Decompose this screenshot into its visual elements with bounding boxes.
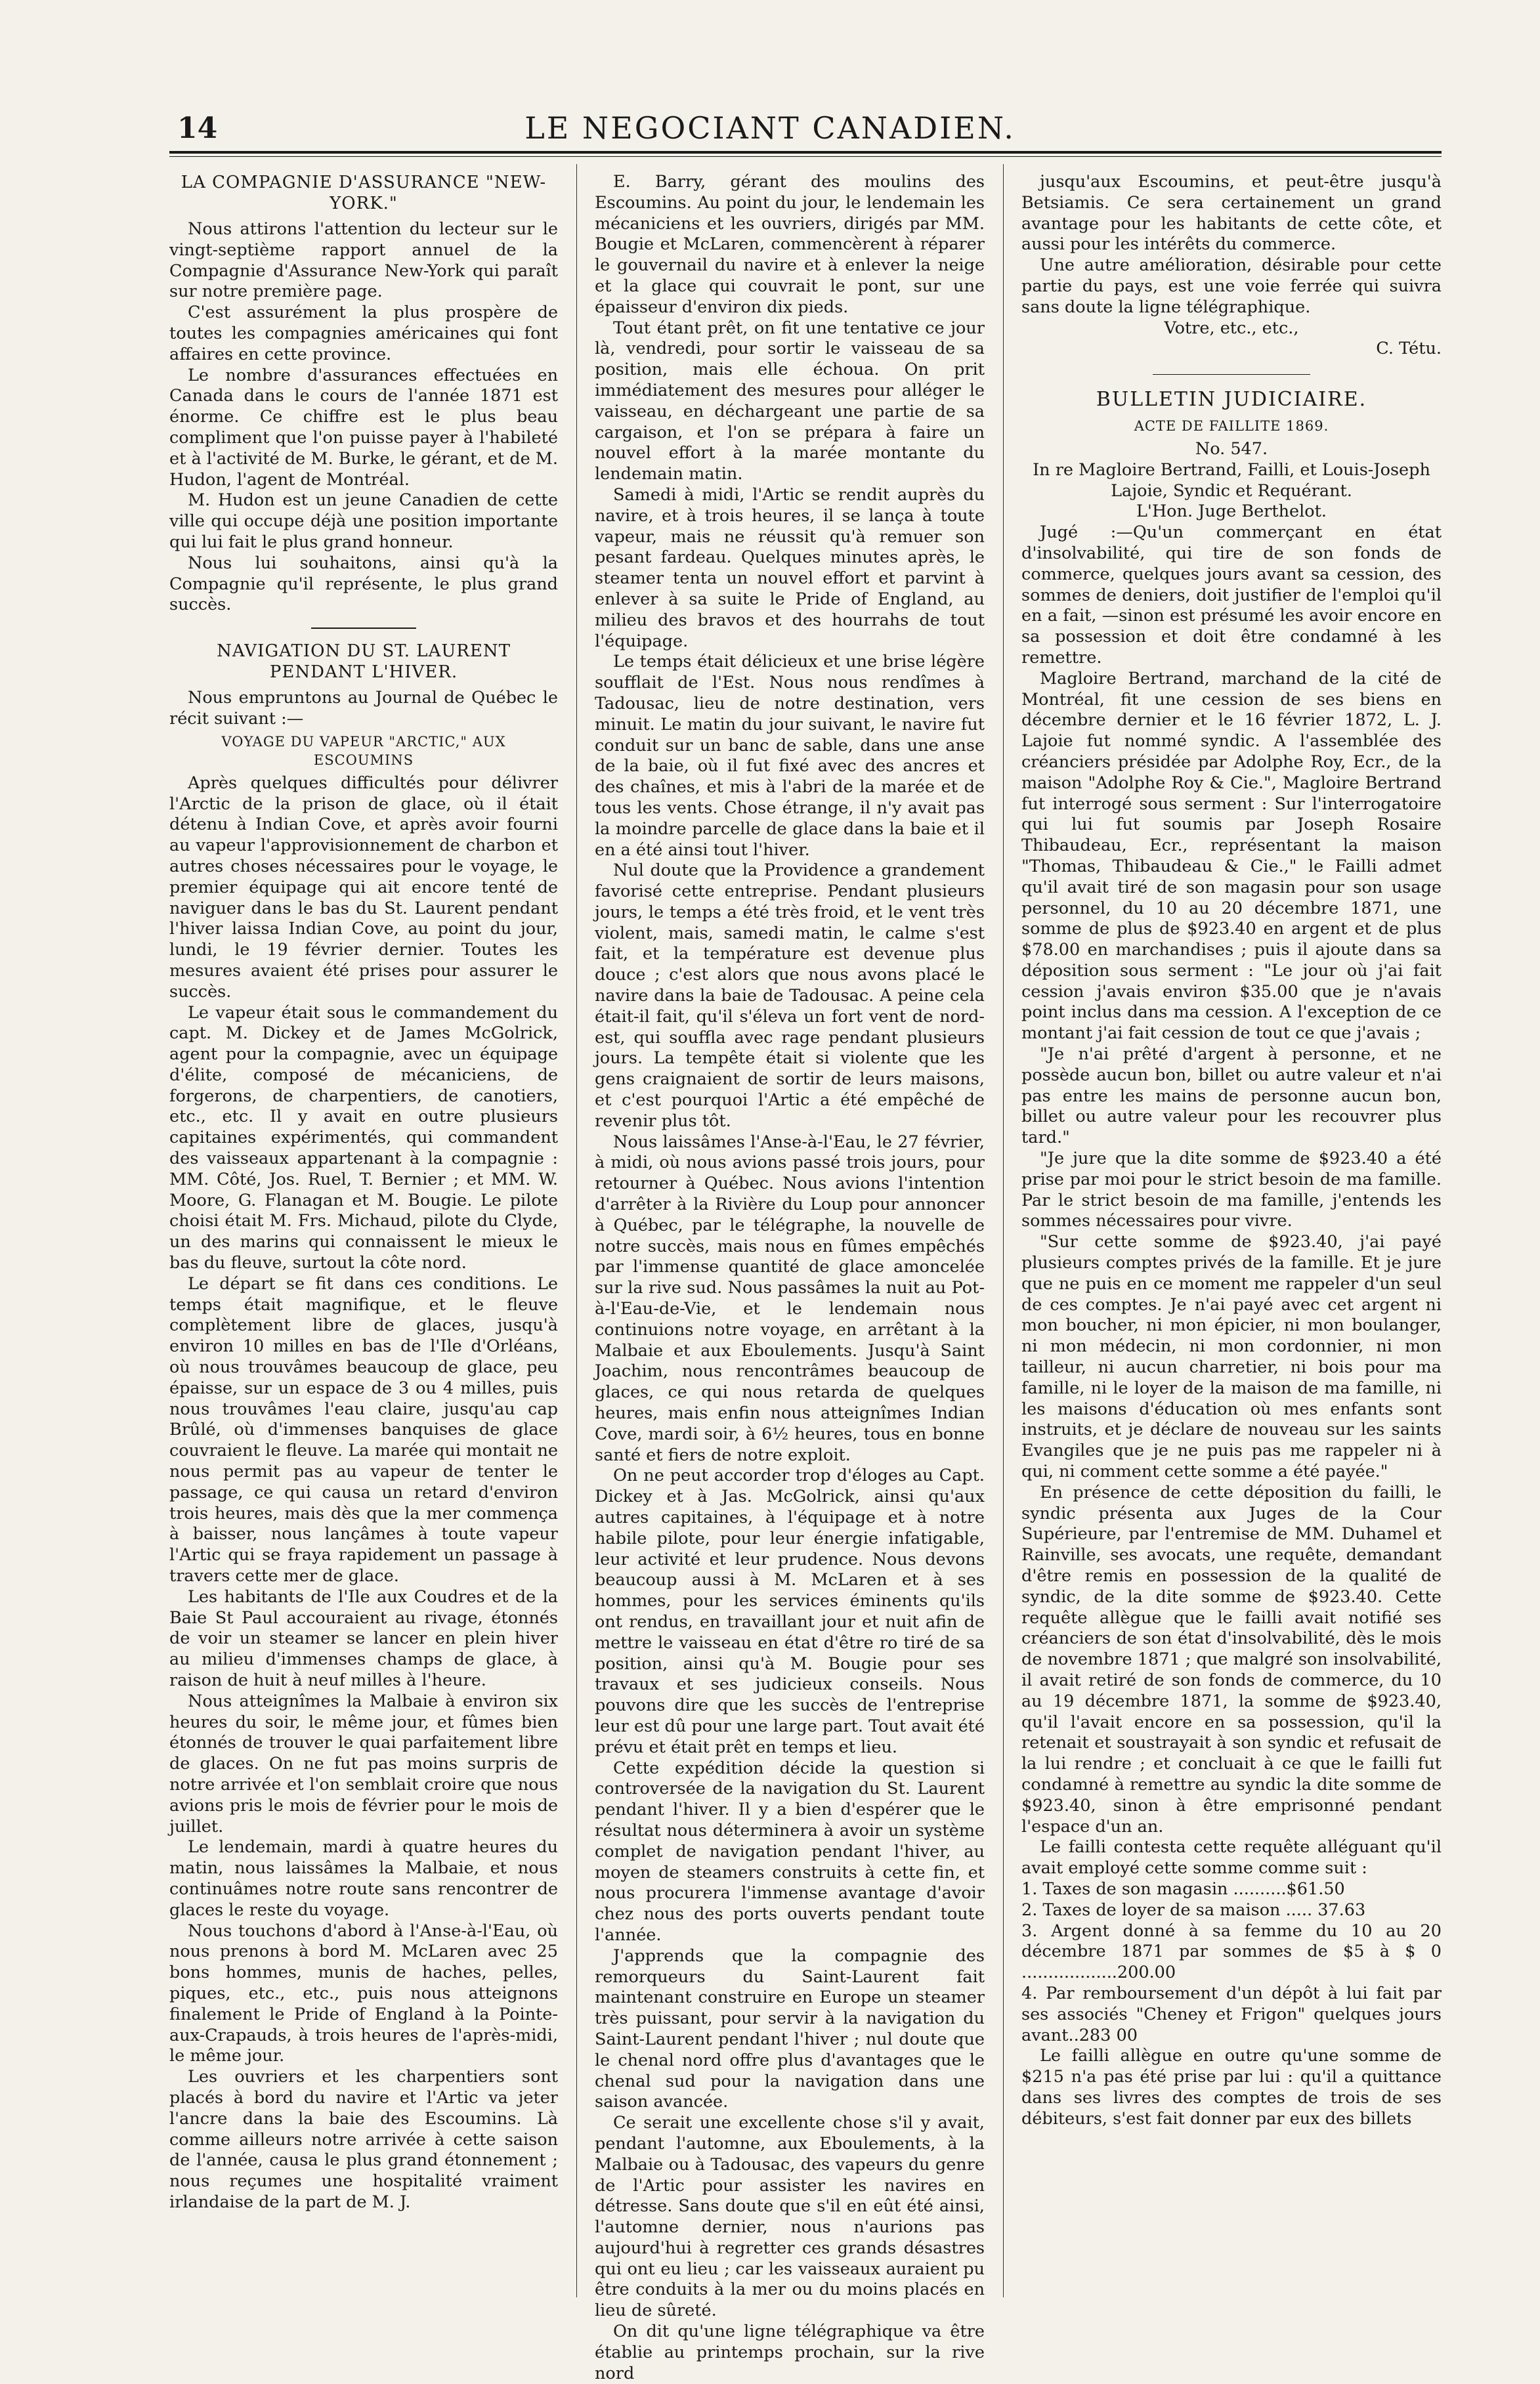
paragraph: J'apprends que la compagnie des remorqueurs du Saint-Laurent fait maintenant construire en Europe un steamer très puissant, pour servir à la navigation du Saint-Laurent pendant l'hiver ; nul doute que le chenal nord offre plus d'avantages que le chenal sud pour la navigation dans une saison avancée. [595,1946,985,2112]
list-item: 3. Argent donné à sa femme du 10 au 20 décembre 1871 par sommes de $5 à $ 0 ..................200.00 [1021,1921,1442,1983]
paragraph: Le lendemain, mardi à quatre heures du matin, nous laissâmes la Malbaie, et nous continuâmes notre route sans rencontrer de glaces le reste du voyage. [169,1837,558,1920]
paragraph: Tout étant prêt, on fit une tentative ce jour là, vendredi, pour sortir le vaisseau de sa position, mais elle échoua. On prit immédiatement des mesures pour alléger le vaisseau, en déchargeant une partie de sa cargaison, et l'on se prépara à faire un nouvel effort à la marée montante du lendemain matin. [595,318,985,484]
masthead-rule-thin [169,156,1442,157]
paragraph: Le vapeur était sous le commandement du capt. M. Dickey et de James McGolrick, agent pour la compagnie, avec un équipage d'élite, composé de mécaniciens, de forgerons, de charpentiers, de canotiers, etc., etc. Il y avait en outre plusieurs capitaines expérimentés, qui commandent des vaisseaux appartenant à la compagnie : MM. Côté, Jos. Ruel, T. Bernier ; et MM. W. Moore, G. Flanagan et M. Bougie. Le pilote choisi était M. Frs. Michaud, pilote du Clyde, un des marins qui connaissent le mieux le bas du fleuve, surtout la côte nord. [169,1002,558,1273]
column-divider-1 [576,164,577,2297]
act-title: ACTE DE FAILLITE 1869. [1134,417,1329,434]
case-title: In re Magloire Bertrand, Failli, et Louis-Joseph Lajoie, Syndic et Requérant. [1033,459,1430,501]
paragraph: Les habitants de l'Ile aux Coudres et de la Baie St Paul accouraient au rivage, étonnés de voir un steamer se lancer en plein hiver au milieu d'immenses champs de glace, à raison de huit à neuf milles à l'heure. [169,1586,558,1690]
paragraph: Nous laissâmes l'Anse-à-l'Eau, le 27 février, à midi, où nous avions passé trois jours, pour retourner à Québec. Nous avions l'intention d'arrêter à la Rivière du Loup pour annoncer à Québec, par le télégraphe, la nouvelle de notre succès, mais nous en fûmes empêchés par l'immense quantité de glace amoncelée sur la rive sud. Nous passâmes la nuit au Pot-à-l'Eau-de-Vie, et le lendemain nous continuions notre voyage, en arrêtant à la Malbaie et aux Eboulements. Jusqu'à Saint Joachim, nous rencontrâmes beaucoup de glaces, ce qui nous retarda de quelques heures, mais enfin nous atteignîmes Indian Cove, mardi soir, à 6½ heures, tous en bonne santé et fiers de notre exploit. [595,1132,985,1465]
letter-signature: C. Tétu. [1376,339,1442,359]
paragraph: Nous atteignîmes la Malbaie à environ six heures du soir, le même jour, et fûmes bien étonnés de trouver le quai parfaitement libre de glaces. On ne fut pas moins surpris de notre arrivée et l'on semblait croire que nous avions pris le mois de février pour le mois de juillet. [169,1691,558,1837]
paragraph: Le nombre d'assurances effectuées en Canada dans le cours de l'année 1871 est énorme. Ce chiffre est le plus beau compliment que l'on puisse payer à l'habileté et à l'activité de M. Burke, le gérant, et de M. Hudon, l'agent de Montréal. [169,365,558,490]
paragraph: Nous empruntons au Journal de Québec le récit suivant :— [169,688,558,729]
page-number: 14 [177,112,218,145]
paragraph: Le temps était délicieux et une brise légère soufflait de l'Est. Nous nous rendîmes à Tadousac, lieu de notre destination, vers minuit. Le matin du jour suivant, le navire fut conduit sur un banc de sable, dans une anse de la baie, où il fut fixé avec des ancres et des chaînes, et mis à l'abri de la marée et de tous les vents. Chose étrange, il n'y avait pas la moindre parcelle de glace dans la baie et il en a été ainsi tout l'hiver. [595,652,985,860]
paragraph: Cette expédition décide la question si controversée de la navigation du St. Laurent pendant l'hiver. Il y a bien d'espérer que le résultat nous déterminera à avoir un système complet de navigation pendant l'hiver, au moyen de steamers construits à cette fin, et nous procurera l'immense avantage d'avoir chez nous des ports ouverts pendant toute l'année. [595,1758,985,1945]
paragraph: "Je jure que la dite somme de $923.40 a été prise par moi pour le strict besoin de ma famille. Par le strict besoin de ma famille, j'entends les sommes nécessaires pour vivre. [1021,1149,1442,1231]
paragraph: Le failli allègue en outre qu'une somme de $215 n'a pas été prise par lui : qu'il a quittance dans ses livres des comptes de trois de ses débiteurs, s'est fait donner par eux des billets [1021,2046,1442,2129]
paragraph: Les ouvriers et les charpentiers sont placés à bord du navire et l'Artic va jeter l'ancre dans la baie des Escoumins. Là comme ailleurs notre arrivée à cette saison de l'année, causa le plus grand étonnement ; nous reçumes une hospitalité vraiment irlandaise de la part de M. J. [169,2067,558,2212]
paragraph: Le failli contesta cette requête alléguant qu'il avait employé cette somme comme suit : [1021,1837,1442,1879]
paragraph: C'est assurément la plus prospère de toutes les compagnies américaines qui font affaires en cette province. [169,303,558,364]
case-number: No. 547. [1195,438,1268,459]
paragraph: Ce serait une excellente chose s'il y avait, pendant l'automne, aux Eboulements, à la Malbaie ou à Tadousac, des vapeurs du genre de l'Artic pour assister les navires en détresse. Sans doute que s'il en eût été ainsi, l'automne dernier, nous n'aurions pas aujourd'hui à regretter ces grands désastres qui ont eu lieu ; car les vaisseaux auraient pu être conduits à la mer ou du moins placés en lieu de sûreté. [595,2113,985,2321]
column-divider-2 [1003,164,1004,2297]
paragraph: Nul doute que la Providence a grandement favorisé cette entreprise. Pendant plusieurs jours, le temps a été très froid, et le vent très violent, mais, samedi matin, le calme s'est fait, et la température est devenue plus douce ; c'est alors que nous avons placé le navire dans la baie de Tadousac. A peine cela était-il fait, qu'il s'éleva un fort vent de nord-est, qui souffla avec rage pendant plusieurs jours. La tempête était si violente que les gens craignaient de sortir de leurs maisons, et c'est pourquoi l'Artic a été empêché de revenir plus tôt. [595,861,985,1131]
article-title-navigation: NAVIGATION DU ST. LAURENT PENDANT L'HIVER. [217,641,511,683]
paragraph: En présence de cette déposition du failli, le syndic présenta aux Juges de la Cour Supérieure, par l'entremise de MM. Duhamel et Rainville, ses avocats, une requête, demandant d'être remis en possession de la qualité de syndic, de la dite somme de $923.40. Cette requête allègue que le failli avait notifié ses créanciers de son état d'insolvabilité, dès le mois de novembre 1871 ; que malgré son insolvabilité, il avait retiré de son fonds de commerce, du 10 au 19 décembre 1871, la somme de $923.40, qu'il l'avait encore en sa possession, qu'il la retenait et soustrayait à son syndic et refusait de la lui rendre ; et concluait à ce que le failli fut condamné à remettre au syndic la dite somme de $923.40, sinon à être emprisonné pendant l'espace d'un an. [1021,1482,1442,1837]
paragraph: "Je n'ai prêté d'argent à personne, et ne possède aucun bon, billet ou autre valeur et n'ai pas entre les mains de personne aucun bon, billet ou autre valeur pour les recouvrer plus tard." [1021,1044,1442,1148]
paragraph: Nous lui souhaitons, ainsi qu'à la Compagnie qu'il représente, le plus grand succès. [169,553,558,615]
list-item: 2. Taxes de loyer de sa maison ..... 37.63 [1021,1900,1366,1920]
list-item: 1. Taxes de son magasin ..........$61.50 [1021,1879,1345,1899]
masthead-title: LE NEGOCIANT CANADIEN. [524,110,1016,146]
paragraph: E. Barry, gérant des moulins des Escoumins. Au point du jour, le lendemain les mécaniciens et les ouvriers, dirigés par MM. Bougie et McLaren, commencèrent à réparer le gouvernail du navire et à enlever la neige et la glace qui couvrait le pont, sur une épaisseur d'environ dix pieds. [595,172,985,317]
column-1 [169,172,558,2292]
masthead-rule [169,151,1442,154]
paragraph: Magloire Bertrand, marchand de la cité de Montréal, fit une cession de ses biens en décembre dernier et le 16 février 1872, L. J. Lajoie fut nommé syndic. A l'assemblée des créanciers présidée par Adolphe Roy, Ecr., de la maison "Adolphe Roy & Cie.", Magloire Bertrand fut interrogé sous serment : Sur l'interrogatoire qui lui fut soumis par Joseph Rosaire Thibaudeau, Ecr., représentant la maison "Thomas, Thibaudeau & Cie.," le Failli admet qu'il avait tiré de son magasin pour son usage personnel, du 10 au 20 décembre 1871, une somme de plus de $923.40 en argent et de plus $78.00 en marchandises ; puis il ajoute dans sa déposition sous serment : "Le jour où j'ai fait cession j'avais environ $35.00 que je n'avais point inclus dans ma cession. A l'exception de ce montant j'ai fait cession de tout ce que j'avais ; [1021,668,1442,1044]
list-item: 4. Par remboursement d'un dépôt à lui fait par ses associés "Cheney et Frigon" quelques jours avant..283 00 [1021,1983,1442,2045]
paragraph: M. Hudon est un jeune Canadien de cette ville qui occupe déjà une position importante qui lui fait le plus grand honneur. [169,490,558,552]
column-2 [595,172,985,2383]
paragraph: Le départ se fit dans ces conditions. Le temps était magnifique, et le fleuve complètement libre de glaces, jusqu'à environ 10 milles en bas de l'Ile d'Orléans, où nous trouvâmes beaucoup de glace, peu épaisse, sur un espace de 3 ou 4 milles, puis nous trouvâmes l'eau claire, jusqu'au cap Brûlé, où d'immenses banquises de glace couvraient le fleuve. La marée qui montait ne nous permit pas au vapeur de tenter le passage, ce qui causa un retard d'environ trois heures, mais dès que la mer commença à baisser, nous lançâmes à toute vapeur l'Artic qui se fraya rapidement un passage à travers cette mer de glace. [169,1273,558,1586]
article-subtitle: VOYAGE DU VAPEUR "ARCTIC," AUX ESCOUMINS [221,733,506,768]
paragraph: Une autre amélioration, désirable pour cette partie du pays, est une voie ferrée qui suivra sans doute la ligne télégraphique. [1021,255,1442,317]
expense-list [1021,1879,1442,2046]
bulletin-title: BULLETIN JUDICIAIRE. [1096,388,1367,412]
paragraph: On dit qu'une ligne télégraphique va être établie au printemps prochain, sur la rive nord [595,2322,985,2383]
paragraph: jusqu'aux Escoumins, et peut-être jusqu'à Betsiamis. Ce sera certainement un grand avantage pour les habitants de cette côte, et aussi pour les intérêts du commerce. [1021,172,1442,255]
judge-name: L'Hon. Juge Berthelot. [1136,501,1327,522]
paragraph: Jugé :—Qu'un commerçant en état d'insolvabilité, qui tire de son fonds de commerce, quelques jours avant sa cession, des sommes de deniers, doit justifier de l'emploi qu'il en a fait, —sinon est présumé les avoir encore en sa possession et doit être condamné à les remettre. [1021,522,1442,668]
paragraph: On ne peut accorder trop d'éloges au Capt. Dickey et à Jas. McGolrick, ainsi qu'aux autres capitaines, à l'équipage et à notre habile pilote, pour leur énergie infatigable, leur activité et leur prudence. Nous devons beaucoup aussi à M. McLaren et à ses hommes, pour les services éminents qu'ils ont rendus, en travaillant jour et nuit afin de mettre le vaisseau en état d'être ro tiré de sa position, ainsi qu'à M. Bougie pour ses travaux et ses judicieux conseils. Nous pouvons dire que les succès de l'entreprise leur est dû pour une large part. Tout avait été prévu et était prêt en temps et lieu. [595,1466,985,1757]
article-title-assurance: LA COMPAGNIE D'ASSURANCE "NEW-YORK." [181,173,547,213]
paragraph: Nous attirons l'attention du lecteur sur le vingt-septième rapport annuel de la Compagnie d'Assurance New-York qui paraît sur notre première page. [169,219,558,302]
paragraph: "Sur cette somme de $923.40, j'ai payé plusieurs comptes privés de la famille. Et je jure que ne puis en ce moment me rappeler d'un seul de ces comptes. Je n'ai payé avec cet argent ni mon boucher, ni mon épicier, ni mon boulanger, ni mon médecin, ni mon cordonnier, ni mon tailleur, ni aucun charretier, ni bois pour ma famille, ni le loyer de la maison de ma famille, ni les maisons d'éducation où mes enfants sont instruits, et je déclare de nouveau sur les saints Evangiles que je ne puis pas me rappeler ni à qui, ni comment cette somme a été payée." [1021,1232,1442,1482]
paragraph: Nous touchons d'abord à l'Anse-à-l'Eau, où nous prenons à bord M. McLaren avec 25 bons hommes, munis de haches, pelles, piques, etc., etc., puis nous atteignons finalement le Pride of England à la Pointe-aux-Crapauds, à trois heures de l'après-midi, le même jour. [169,1921,558,2066]
paragraph: Après quelques difficultés pour délivrer l'Arctic de la prison de glace, où il était détenu à Indian Cove, et après avoir fourni au vapeur l'approvisionnement de charbon et autres choses nécessaires pour le voyage, le premier équipage qui ait encore tenté de naviguer dans le bas du St. Laurent pendant l'hiver laissa Indian Cove, au point du jour, lundi, le 19 février dernier. Toutes les mesures avaient été prises pour assurer le succès. [169,773,558,1002]
section-separator [1153,374,1310,375]
column-3 [1021,172,1442,2292]
letter-signoff: Votre, etc., etc., [1164,318,1299,338]
section-separator [311,628,416,629]
paragraph: Samedi à midi, l'Artic se rendit auprès du navire, et à trois heures, il se lança à toute vapeur, mais ne réussit qu'à remuer son pesant fardeau. Quelques minutes après, le steamer tenta un nouvel effort et parvint à enlever à sa suite le Pride of England, au milieu des bravos et des hourrahs de tout l'équipage. [595,484,985,651]
